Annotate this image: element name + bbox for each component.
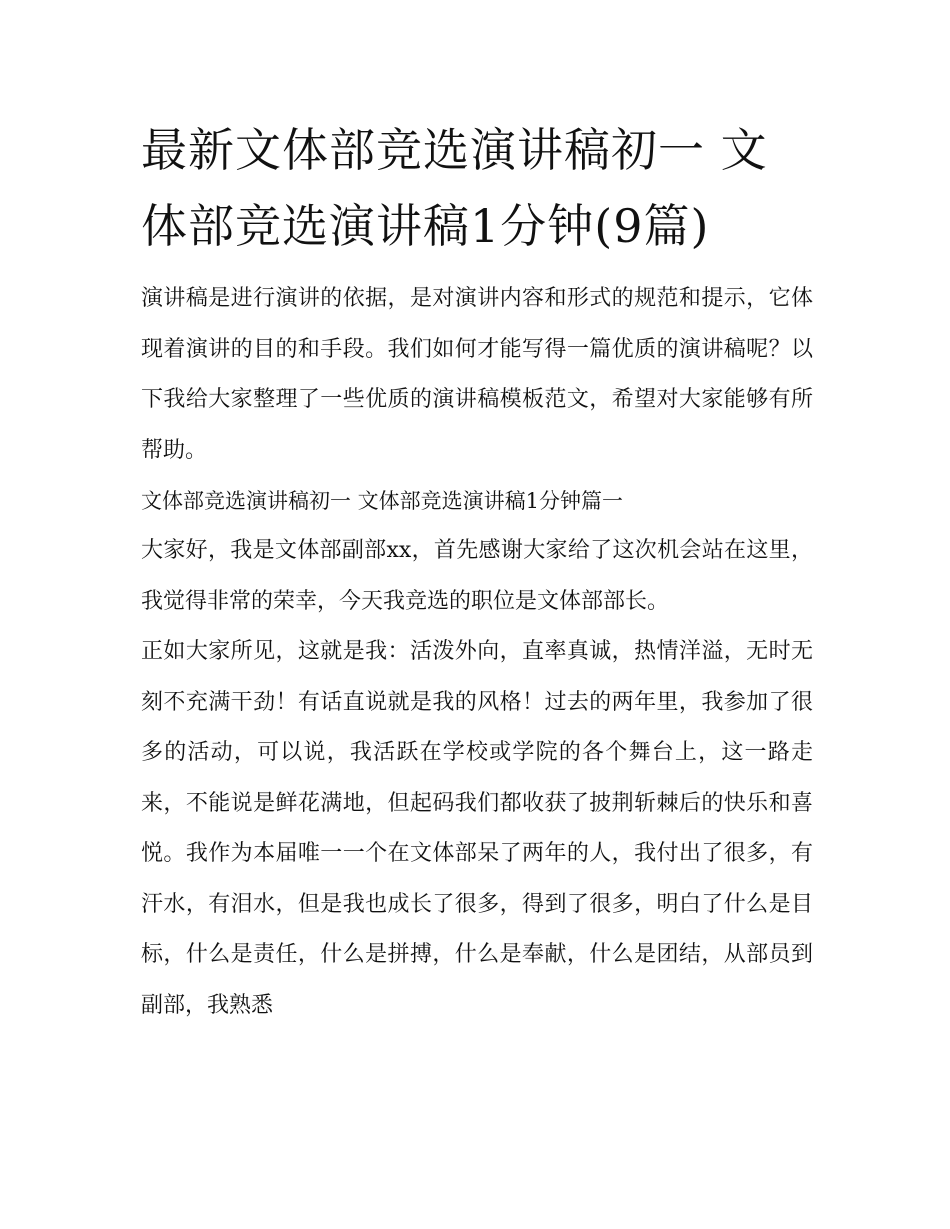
section-heading: 文体部竞选演讲稿初一 文体部竞选演讲稿1分钟篇一: [141, 489, 624, 513]
body-paragraph-1: 大家好，我是文体部副部xx，首先感谢大家给了这次机会站在这里，我觉得非常的荣幸，今天我竞选的职位是文体部部长。: [141, 538, 813, 614]
document-title: 最新文体部竞选演讲稿初一 文体部竞选演讲稿1分钟(9篇): [141, 123, 768, 253]
body-paragraph-2: 正如大家所见，这就是我：活泼外向，直率真诚，热情洋溢，无时无刻不充满干劲！有话直说就是我的风格！过去的两年里，我参加了很多的活动，可以说，我活跃在学校或学院的各个舞台上，这一路走来，不能说是鲜花满地，但起码我们都收获了披荆斩棘后的快乐和喜悦。我作为本届唯一一个在文体部呆了两年的人，我付出了很多，有汗水，有泪水，但是我也成长了很多，得到了很多，明白了什么是目标，什么是责任，什么是拼搏，什么是奉献，什么是团结，从部员到副部，我熟悉: [141, 639, 813, 1018]
intro-paragraph: 演讲稿是进行演讲的依据，是对演讲内容和形式的规范和提示，它体现着演讲的目的和手段。我们如何才能写得一篇优质的演讲稿呢？以下我给大家整理了一些优质的演讲稿模板范文，希望对大家能够有所帮助。: [141, 286, 813, 463]
document-content: [141, 112, 813, 1031]
